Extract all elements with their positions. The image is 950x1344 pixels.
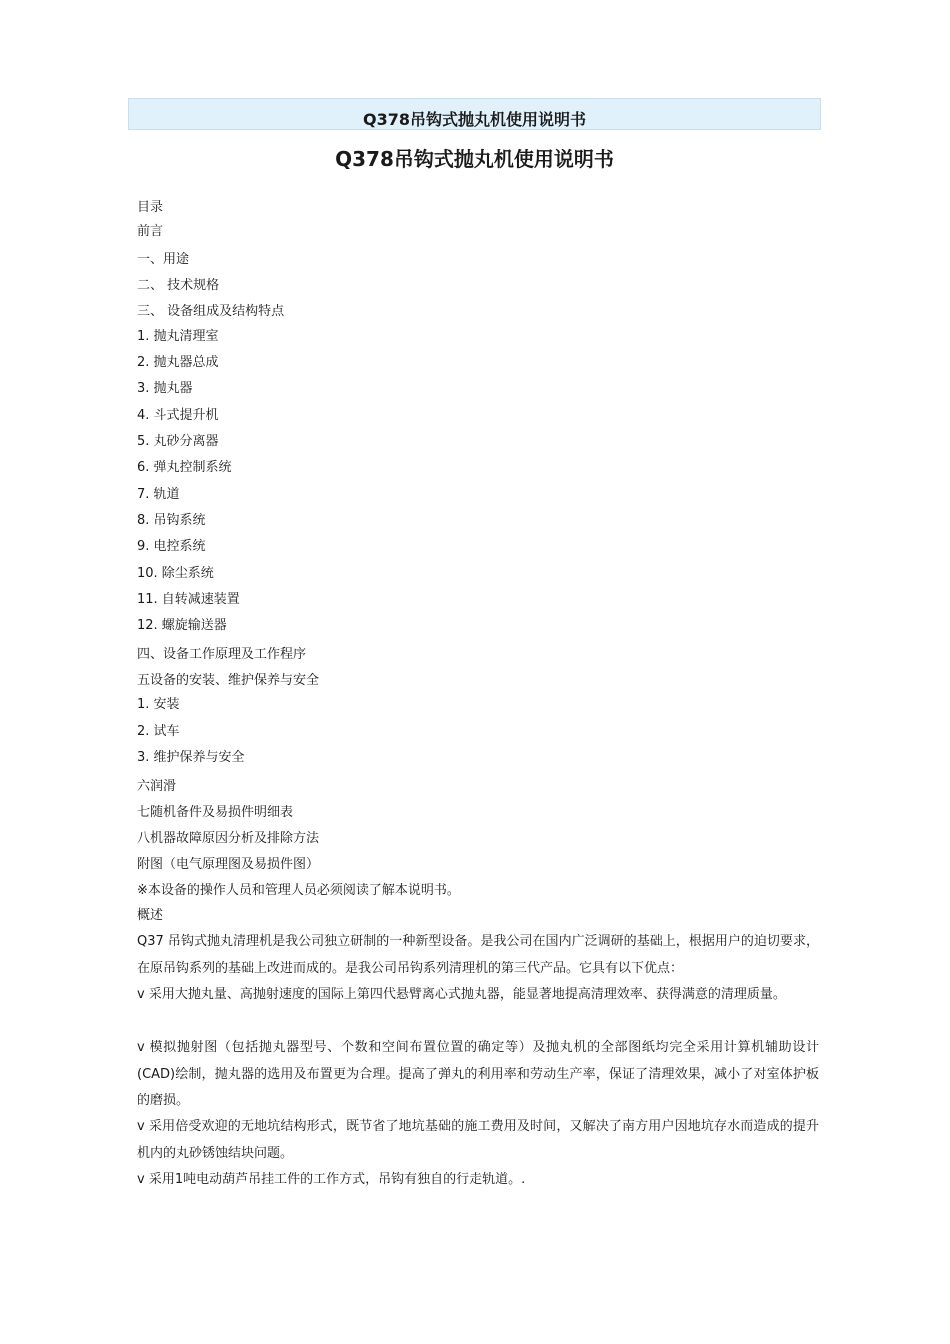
toc-item: 1. 安装 xyxy=(137,697,180,712)
toc-item: 2. 抛丸器总成 xyxy=(137,355,219,370)
toc-item: 1. 抛丸清理室 xyxy=(137,329,219,344)
toc-item: 一、用途 xyxy=(137,252,190,267)
feature-item: v 采用倍受欢迎的无地坑结构形式，既节省了地坑基础的施工费用及时间，又解决了南方用户因地坑存水而造成的提升机内的丸砂锈蚀结块问题。 xyxy=(137,1119,819,1161)
section-heading-overview: 概述 xyxy=(137,908,164,923)
toc-item-preface: 前言 xyxy=(137,224,164,239)
overview-paragraph: Q37 吊钩式抛丸清理机是我公司独立研制的一种新型设备。是我公司在国内广泛调研的基础上，根据用户的迫切要求，在原吊钩系列的基础上改进而成的。是我公司吊钩系列清理机的第三代产品。它具有以下优点： xyxy=(137,934,819,976)
toc-item: 八机器故障原因分析及排除方法 xyxy=(137,831,320,846)
toc-item: 6. 弹丸控制系统 xyxy=(137,460,232,475)
toc-item: 2. 试车 xyxy=(137,724,180,739)
toc-item: 二、 技术规格 xyxy=(137,278,220,293)
toc-item: 11. 自转减速装置 xyxy=(137,592,240,607)
toc-item: 5. 丸砂分离器 xyxy=(137,434,219,449)
toc-item: 附图（电气原理图及易损件图） xyxy=(137,857,320,872)
toc-item: 10. 除尘系统 xyxy=(137,566,214,581)
toc-item: 六润滑 xyxy=(137,779,177,794)
notice-text: ※本设备的操作人员和管理人员必须阅读了解本说明书。 xyxy=(137,883,460,898)
page-title: Q378吊钩式抛丸机使用说明书 xyxy=(335,147,614,171)
toc-label: 目录 xyxy=(137,200,164,215)
header-title: Q378吊钩式抛丸机使用说明书 xyxy=(362,110,586,129)
feature-item: v 模拟抛射图（包括抛丸器型号、个数和空间布置位置的确定等）及抛丸机的全部图纸均完全采用计算机辅助设计(CAD)绘制，抛丸器的选用及布置更为合理。提高了弹丸的利用率和劳动生产率，保证了清理效果，减小了对室体护板的磨损。 xyxy=(137,1040,819,1108)
feature-item: v 采用1吨电动葫芦吊挂工件的工作方式，吊钩有独自的行走轨道。. xyxy=(137,1172,526,1187)
toc-item: 3. 维护保养与安全 xyxy=(137,750,245,765)
toc-item: 七随机备件及易损件明细表 xyxy=(137,805,294,820)
feature-item: v 采用大抛丸量、高抛射速度的国际上第四代悬臂离心式抛丸器，能显著地提高清理效率、获得满意的清理质量。 xyxy=(137,987,786,1002)
toc-item: 四、设备工作原理及工作程序 xyxy=(137,647,307,662)
toc-item: 12. 螺旋输送器 xyxy=(137,618,227,633)
header-bar xyxy=(128,98,821,130)
toc-item: 五设备的安装、维护保养与安全 xyxy=(137,673,320,688)
toc-item: 4. 斗式提升机 xyxy=(137,408,219,423)
toc-item: 9. 电控系统 xyxy=(137,539,206,554)
toc-item: 8. 吊钩系统 xyxy=(137,513,206,528)
toc-item: 7. 轨道 xyxy=(137,487,180,502)
toc-item: 3. 抛丸器 xyxy=(137,381,193,396)
toc-item: 三、 设备组成及结构特点 xyxy=(137,304,285,319)
